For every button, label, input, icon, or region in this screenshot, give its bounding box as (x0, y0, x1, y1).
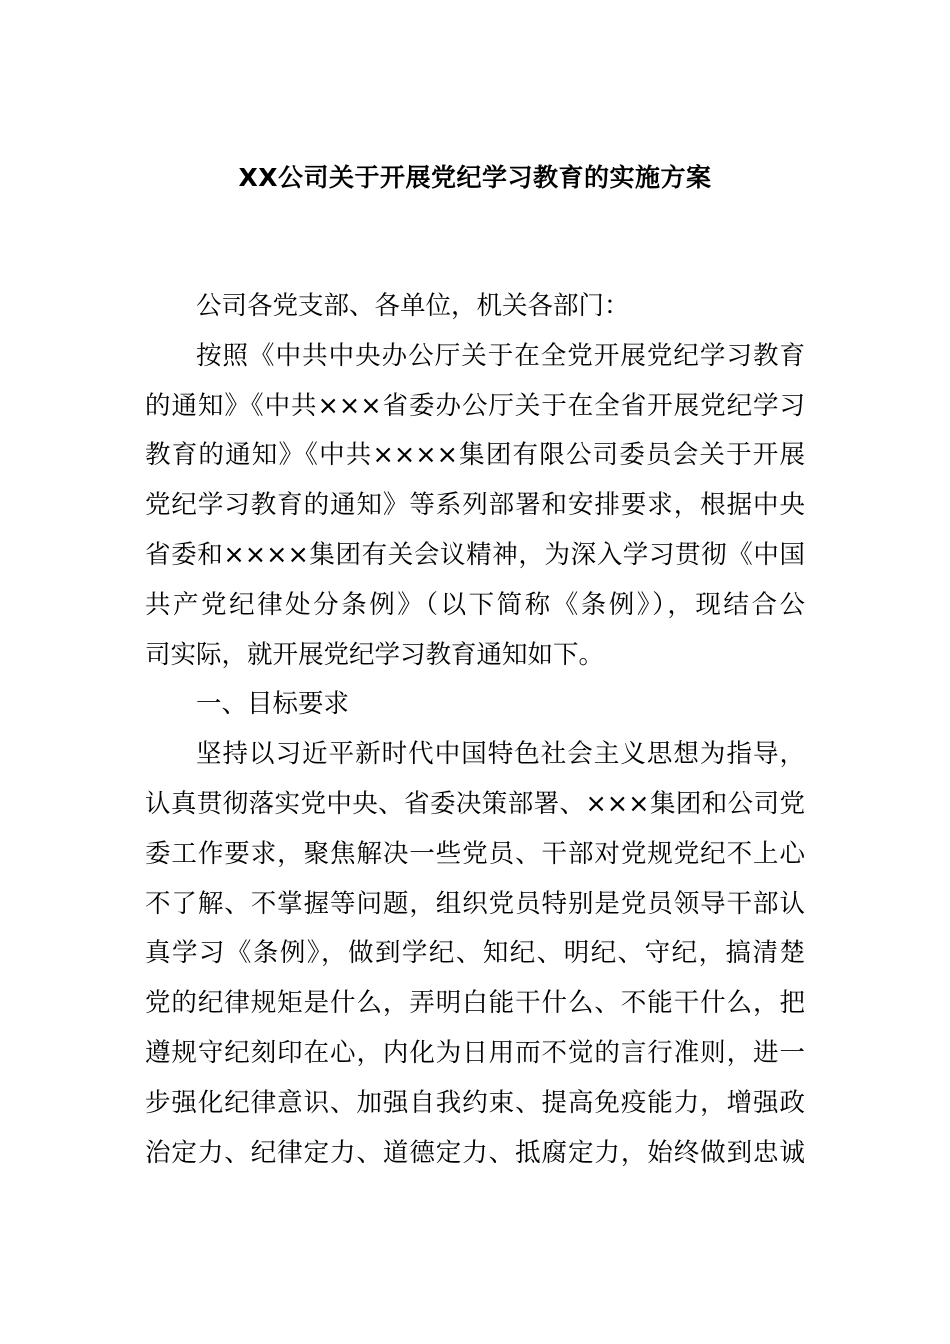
section-heading: 一、目标要求 (196, 689, 350, 720)
paragraph-line: 省委和××××集团有关会议精神，为深入学习贯彻《中国 (145, 539, 805, 570)
paragraph-line: 教育的通知》《中共××××集团有限公司委员会关于开展 (145, 440, 805, 471)
paragraph-line: 不了解、不掌握等问题，组织党员特别是党员领导干部认 (145, 888, 805, 919)
paragraph-line: 党纪学习教育的通知》等系列部署和安排要求，根据中央 (145, 490, 805, 521)
paragraph-line: 的通知》《中共×××省委办公厅关于在全省开展党纪学习 (145, 390, 805, 421)
paragraph-line: 遵规守纪刻印在心，内化为日用而不觉的言行准则，进一 (145, 1037, 805, 1068)
salutation-line: 公司各党支部、各单位，机关各部门： (196, 291, 630, 321)
paragraph-line: 步强化纪律意识、加强自我约束、提高免疫能力，增强政 (145, 1087, 805, 1118)
paragraph-line: 真学习《条例》，做到学纪、知纪、明纪、守纪，搞清楚 (145, 938, 805, 969)
document-body (145, 282, 805, 1178)
paragraph-line: 共产党纪律处分条例》（以下简称《条例》），现结合公 (145, 589, 805, 620)
paragraph-line: 委工作要求，聚焦解决一些党员、干部对党规党纪不上心 (145, 838, 805, 869)
document-title: XX公司关于开展党纪学习教育的实施方案 (238, 163, 712, 192)
paragraph-line: 司实际，就开展党纪学习教育通知如下。 (145, 639, 605, 670)
paragraph-line: 坚持以习近平新时代中国特色社会主义思想为指导， (196, 739, 805, 770)
paragraph-line: 治定力、纪律定力、道德定力、抵腐定力，始终做到忠诚 (145, 1137, 805, 1168)
paragraph-line: 按照《中共中央办公厅关于在全党开展党纪学习教育 (196, 340, 805, 371)
paragraph-line: 党的纪律规矩是什么，弄明白能干什么、不能干什么，把 (145, 988, 805, 1019)
paragraph-line: 认真贯彻落实党中央、省委决策部署、×××集团和公司党 (145, 788, 805, 819)
